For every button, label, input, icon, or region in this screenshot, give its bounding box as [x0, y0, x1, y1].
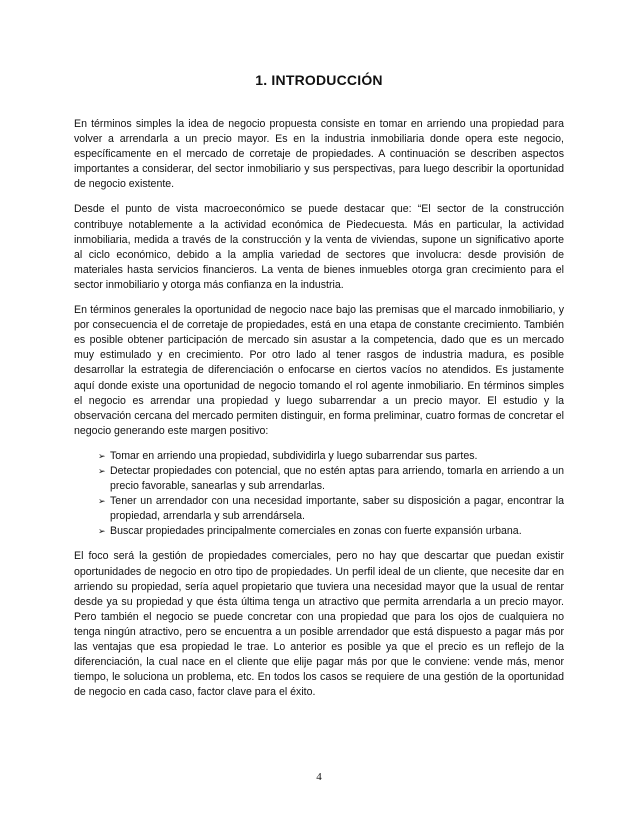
- list-item-text: Detectar propiedades con potencial, que no estén aptas para arriendo, tomarla en arriendo a un precio favorable, sanearlas y sub arrendarlas.: [110, 464, 564, 493]
- business-forms-list: [74, 449, 564, 540]
- list-item-text: Tener un arrendador con una necesidad importante, saber su disposición a pagar, encontrar la propiedad, arrendarla y sub arrendársela.: [110, 495, 564, 523]
- page-number: 4: [316, 771, 322, 783]
- list-item: [98, 449, 564, 464]
- paragraph-macroeconomic: Desde el punto de vista macroeconómico se puede destacar que: “El sector de la construcción contribuye notablemente a la actividad económica de Piedecuesta. Más en particular, la actividad inmobiliaria, medida a través de la construcción y la venta de viviendas, supone un significativo aporte al ciclo económico, debido a la amplia variedad de sectores que involucra: desde provisión de materiales hasta servicios financieros. La venta de bienes inmuebles otorga gran crecimiento para el sector inmobiliario y otorga más confianza en la industria.: [74, 203, 564, 291]
- paragraph-focus: El foco será la gestión de propiedades comerciales, pero no hay que descartar que puedan existir oportunidades de negocio en otro tipo de propiedades. Un perfil ideal de un cliente, que necesite dar en arriendo su propiedad, sería aquel propietario que tuviera una necesidad mayor que la usual de rentar desde ya su propiedad y que ésta última tenga un atractivo que permita arrendarla a un precio mayor. Pero también el negocio se puede concretar con una propiedad que para los ojos de cualquiera no tenga ningún atractivo, pero se encuentra a un posible arrendador que está dispuesto a pagar más por las ventajas que esa propiedad le trae. Lo anterior es posible ya que el precio es un reflejo de la diferenciación, la cual nace en el cliente que elije pagar más por que le conviene: vende más, menor tiempo, le soluciona un problema, etc. En todos los casos se requiere de una gestión de la oportunidad de negocio en cada caso, factor clave para el éxito.: [74, 550, 564, 699]
- list-item: [98, 494, 564, 524]
- list-item-text: Tomar en arriendo una propiedad, subdividirla y luego subarrendar sus partes.: [110, 449, 478, 462]
- body-text: [74, 117, 564, 710]
- arrow-bullet-icon: ➢: [98, 465, 106, 476]
- list-item: [98, 464, 564, 494]
- list-item: [98, 524, 564, 539]
- section-title: 1. INTRODUCCIÓN: [255, 72, 383, 88]
- arrow-bullet-icon: ➢: [98, 526, 106, 537]
- paragraph-intro: En términos simples la idea de negocio propuesta consiste en tomar en arriendo una propiedad para volver a arrendarla a un precio mayor. Es en la industria inmobiliaria donde opera este negocio, específicamente en el mercado de corretaje de propiedades. A continuación se describen aspectos importantes a considerar, del sector inmobiliario y sus perspectivas, para luego describir la oportunidad de negocio existente.: [74, 118, 564, 191]
- paragraph-opportunity: En términos generales la oportunidad de negocio nace bajo las premisas que el marcado inmobiliario, y por consecuencia el de corretaje de propiedades, está en una etapa de constante crecimiento. También es posible obtener participación de mercado sin asustar a la competencia, dado que es un mercado muy estimulado y en crecimiento. Por otro lado al tener rasgos de industria madura, es posible desarrollar la estrategia de diferenciación o enfocarse en ciertos vacíos no atendidos. Es justamente aquí donde existe una oportunidad de negocio tomando el rol agente inmobiliario. En términos simples el negocio es arrendar una propiedad y luego subarrendar a un precio mayor. El estudio y la observación cercana del mercado permiten distinguir, en forma preliminar, cuatro formas de concretar el negocio generando este margen positivo:: [74, 304, 564, 437]
- arrow-bullet-icon: ➢: [98, 496, 106, 507]
- list-item-text: Buscar propiedades principalmente comerciales en zonas con fuerte expansión urbana.: [110, 525, 522, 538]
- arrow-bullet-icon: ➢: [98, 450, 106, 461]
